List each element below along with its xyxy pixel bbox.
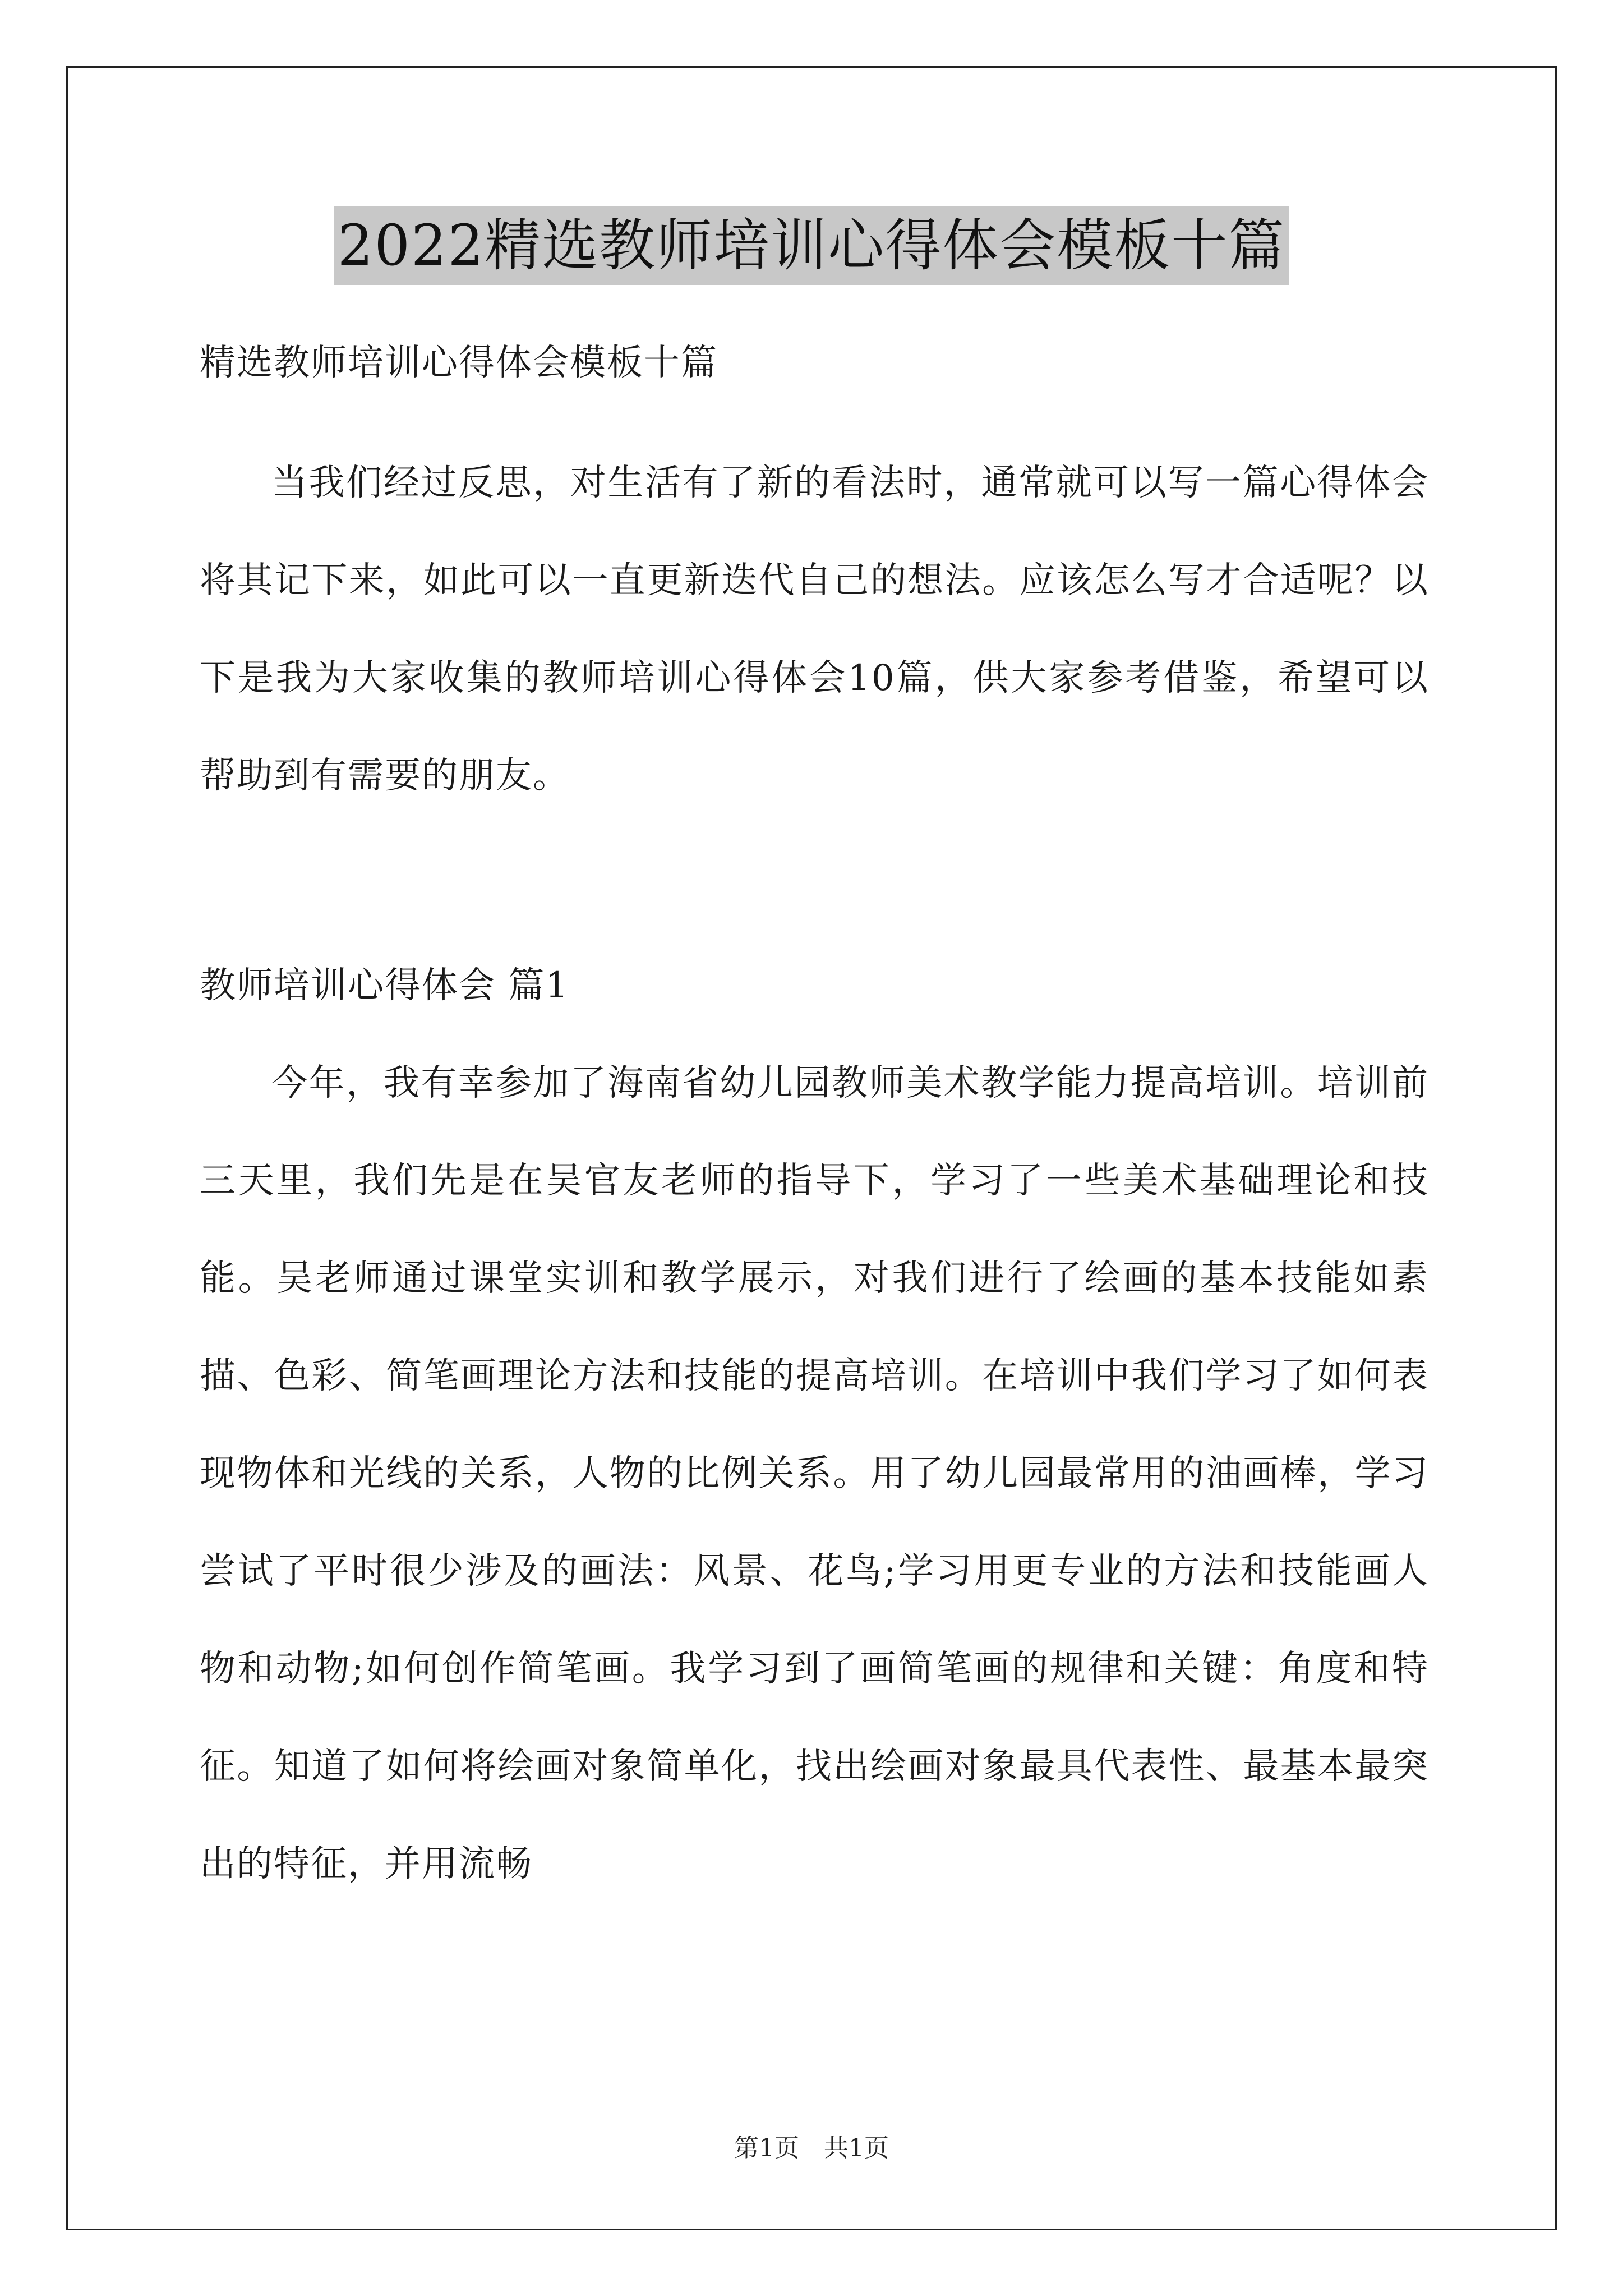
- document-body: [200, 303, 1429, 1913]
- title-container: [0, 206, 1623, 285]
- intro-paragraph: 当我们经过反思，对生活有了新的看法时，通常就可以写一篇心得体会将其记下来，如此可以一直更新迭代自己的想法。应该怎么写才合适呢？以下是我为大家收集的教师培训心得体会10篇，供大家参考借鉴，希望可以帮助到有需要的朋友。: [200, 462, 1429, 797]
- document-title: 2022精选教师培训心得体会模板十篇: [334, 206, 1289, 285]
- document-subtitle: 精选教师培训心得体会模板十篇: [200, 342, 718, 384]
- page-footer: 第1页 共1页: [734, 2134, 889, 2162]
- section-heading: 教师培训心得体会 篇1: [200, 965, 570, 1006]
- section-paragraph: 今年，我有幸参加了海南省幼儿园教师美术教学能力提高培训。培训前三天里，我们先是在吴官友老师的指导下，学习了一些美术基础理论和技能。吴老师通过课堂实训和教学展示，对我们进行了绘画的基本技能如素描、色彩、简笔画理论方法和技能的提高培训。在培训中我们学习了如何表现物体和光线的关系，人物的比例关系。用了幼儿园最常用的油画棒，学习尝试了平时很少涉及的画法：风景、花鸟;学习用更专业的方法和技能画人物和动物;如何创作简笔画。我学习到了画简笔画的规律和关键：角度和特征。知道了如何将绘画对象简单化，找出绘画对象最具代表性、最基本最突出的特征，并用流畅: [200, 1062, 1429, 1885]
